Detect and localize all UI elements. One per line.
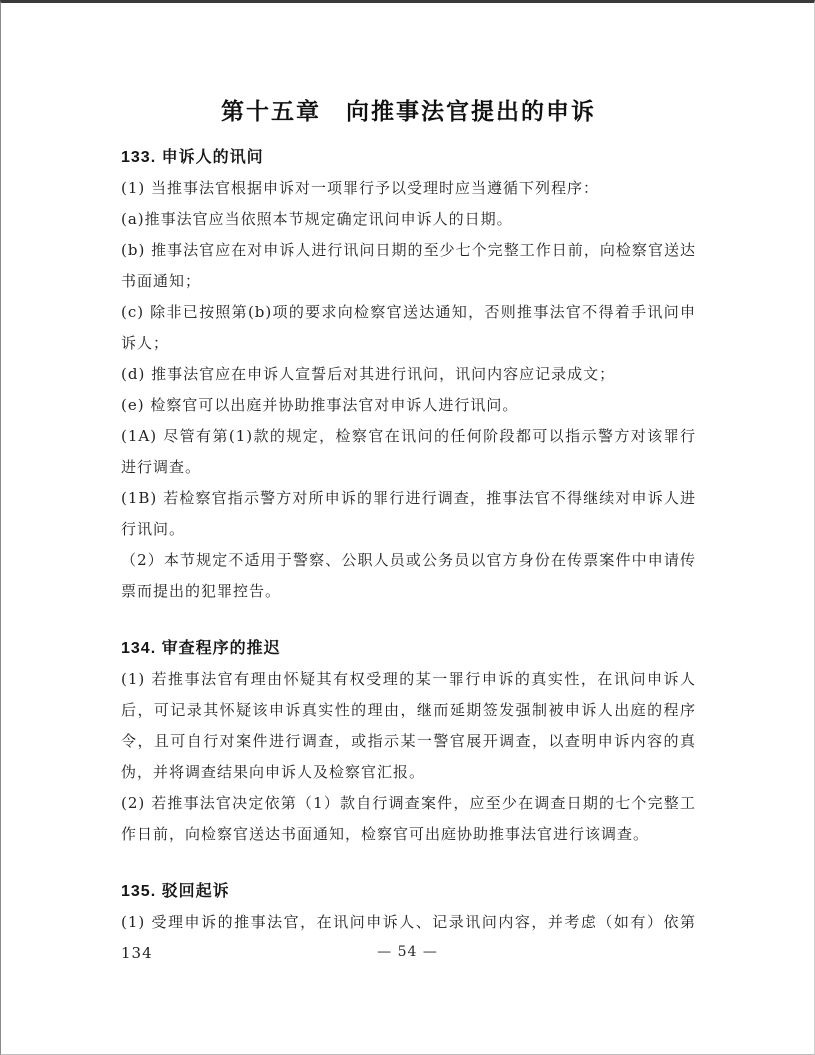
paragraph: (1) 当推事法官根据申诉对一项罪行予以受理时应当遵循下列程序： <box>121 179 600 197</box>
paragraph: (2) 若推事法官决定依第（1）款自行调查案件，应至少在调查日期的七个完整工作日前，向检察官送达书面通知，检察官可出庭协助推事法官进行该调查。 <box>121 794 696 843</box>
paragraph: (1) 若推事法官有理由怀疑其有权受理的某一罪行申诉的真实性，在讯问申诉人后，可记录其怀疑该申诉真实性的理由，继而延期签发强制被申诉人出庭的程序令，且可自行对案件进行调查，或指示某一警官展开调查，以查明申诉内容的真伪，并将调查结果向申诉人及检察官汇报。 <box>121 670 696 781</box>
paragraph: (1) 受理申诉的推事法官，在讯问申诉人、记录讯问内容，并考虑（如有）依第134 <box>121 913 696 962</box>
paragraph: (a)推事法官应当依照本节规定确定讯问申诉人的日期。 <box>121 210 513 228</box>
paragraph: (1A) 尽管有第(1)款的规定，检察官在讯问的任何阶段都可以指示警方对该罪行进行调查。 <box>121 427 696 476</box>
paragraph: (d) 推事法官应在申诉人宣誓后对其进行讯问，讯问内容应记录成文； <box>121 365 616 383</box>
section-133 <box>121 142 696 607</box>
paragraph: (c) 除非已按照第(b)项的要求向检察官送达通知，否则推事法官不得着手讯问申诉人； <box>121 303 696 352</box>
chapter-title: 第十五章 向推事法官提出的申诉 <box>221 98 596 124</box>
page-content <box>1 3 814 969</box>
paragraph: (1B) 若检察官指示警方对所申诉的罪行进行调查，推事法官不得继续对申诉人进行讯问。 <box>121 489 696 538</box>
section-134 <box>121 633 696 850</box>
section-135-heading: 135. 驳回起诉 <box>121 883 230 900</box>
paragraph: (b) 推事法官应在对申诉人进行讯问日期的至少七个完整工作日前，向检察官送达书面通知； <box>121 241 696 290</box>
paragraph: (e) 检察官可以出庭并协助推事法官对申诉人进行讯问。 <box>121 396 519 414</box>
paragraph: （2）本节规定不适用于警察、公职人员或公务员以官方身份在传票案件中申请传票而提出的犯罪控告。 <box>121 551 696 600</box>
page-number: — 54 — <box>377 944 438 960</box>
section-133-heading: 133. 申诉人的讯问 <box>121 149 264 166</box>
section-134-heading: 134. 审查程序的推迟 <box>121 640 281 657</box>
